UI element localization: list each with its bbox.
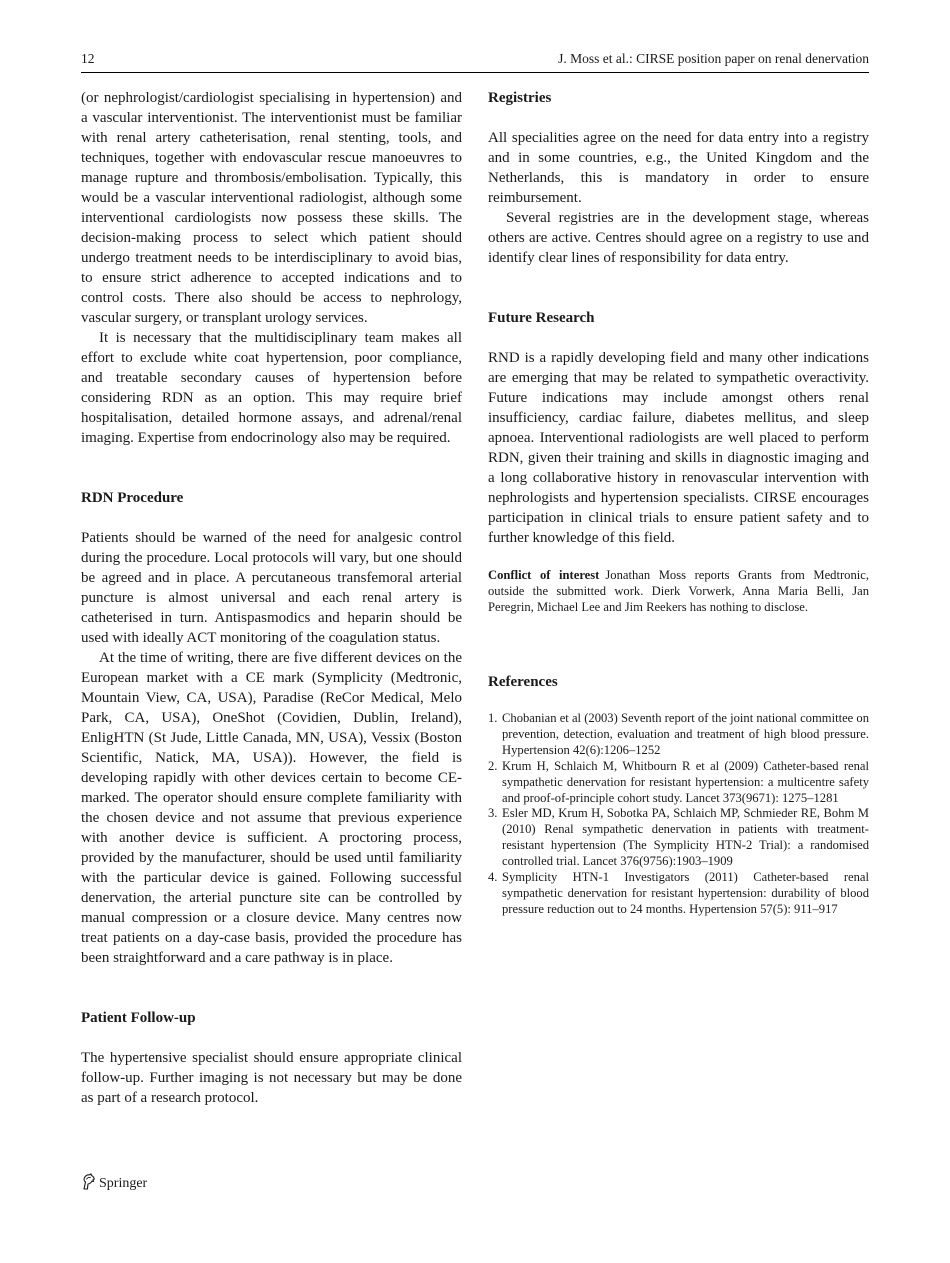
intro-paragraph-2: It is necessary that the multidisciplinary team makes all effort to exclude white coat hypertension, poor compliance, and treatable secondary causes of hypertension before considering RDN as an option. This may require brief hospitalisation, detailed hormone assays, and adrenal/renal imaging. Expertise from endocrinology also may be required. — [81, 330, 462, 446]
heading-future-research: Future Research — [488, 310, 595, 326]
reference-number: 3. — [488, 806, 498, 821]
reference-text: Krum H, Schlaich M, Whitbourn R et al (2009) Catheter-based renal sympathetic denervation for resistant hypertension: a multicentre safety and proof-of-principle cohort study. Lancet 373(9671): 1275–1281 — [502, 758, 869, 805]
future-research-paragraph: RND is a rapidly developing field and many other indications are emerging that may be related to sympathetic overactivity. Future indications may include amongst others renal insufficiency, cardiac failure, diabetes mellitus, and sleep apnoea. Interventional radiologists are well placed to perform RDN, given their training and skills in diagnostic imaging and a long collaborative history in renovascular intervention with nephrologists and hypertension specialists. CIRSE encourages participation in clinical trials to ensure patient safety and to further knowledge of this field. — [488, 350, 869, 546]
conflict-of-interest — [488, 567, 869, 615]
heading-references: References — [488, 674, 558, 690]
right-column — [488, 88, 869, 918]
conflict-of-interest-label: Conflict of interest — [488, 568, 600, 582]
heading-registries: Registries — [488, 90, 552, 106]
reference-text: Esler MD, Krum H, Sobotka PA, Schlaich MP, Schmieder RE, Bohm M (2010) Renal sympathetic denervation in patients with treatment-resistant hypertension (The Symplicity HTN-2 Trial): a randomised controlled trial. Lancet 376(9756):1903–1909 — [502, 806, 869, 869]
running-head: J. Moss et al.: CIRSE position paper on renal denervation — [558, 51, 869, 66]
heading-rdn-procedure: RDN Procedure — [81, 490, 184, 506]
reference-item — [488, 711, 869, 759]
conflict-of-interest-text: Jonathan Moss reports Grants from Medtronic, outside the submitted work. Dierk Vorwerk, Anna Maria Belli, Jan Peregrin, Michael Lee and Jim Reekers has nothing to disclose. — [488, 568, 869, 614]
reference-text: Chobanian et al (2003) Seventh report of the joint national committee on prevention, detection, evaluation and treatment of high blood pressure. Hypertension 42(6):1206–1252 — [502, 711, 869, 757]
publisher-name: Springer — [99, 1176, 148, 1191]
page-footer — [81, 1173, 147, 1195]
reference-item — [488, 806, 869, 870]
reference-number: 1. — [488, 711, 498, 725]
registries-paragraph-2: Several registries are in the development stage, whereas others are active. Centres should agree on a registry to use and identify clear lines of responsibility for data entry. — [488, 210, 869, 266]
followup-paragraph: The hypertensive specialist should ensure appropriate clinical follow-up. Further imaging is not necessary but may be done as part of a research protocol. — [81, 1050, 462, 1106]
rdn-paragraph-1: Patients should be warned of the need for analgesic control during the procedure. Local protocols will vary, but one should be agreed and in place. A percutaneous transfemoral arterial puncture is almost universal and each renal artery is catheterised in turn. Antispasmodics and heparin should be used with ideally ACT monitoring of the coagulation status. — [81, 530, 462, 646]
page-number: 12 — [81, 51, 95, 66]
reference-item — [488, 759, 869, 807]
reference-text: Symplicity HTN-1 Investigators (2011) Catheter-based renal sympathetic denervation for resistant hypertension: durability of blood pressure reduction out to 24 months. Hypertension 57(5): 911–917 — [502, 870, 869, 916]
reference-number: 4. — [488, 870, 498, 885]
springer-horse-icon — [81, 1173, 99, 1195]
heading-patient-followup: Patient Follow-up — [81, 1010, 196, 1026]
registries-paragraph-1: All specialities agree on the need for data entry into a registry and in some countries, e.g., the United Kingdom and the Netherlands, this is mandatory in order to ensure reimbursement. — [488, 130, 869, 206]
reference-item — [488, 870, 869, 918]
rdn-paragraph-2: At the time of writing, there are five different devices on the European market with a CE mark (Symplicity (Medtronic, Mountain View, CA, USA), Paradise (ReCor Medical, Melo Park, CA, USA), OneShot (Covidien, Dublin, Ireland), EnligHTN (St Jude, Little Canada, MN, USA), Vessix (Boston Scientific, Natick, MA, USA)). However, the field is developing rapidly with other devices certain to become CE-marked. The operator should ensure complete familiarity with the chosen device and not assume that previous experience with another device is sufficient. A proctoring process, provided by the manufacturer, should be used until familiarity with the particular device is gained. Following successful denervation, the arterial puncture site can be controlled by manual compression or a closure device. Many centres now treat patients on a day-case basis, provided the procedure has been straightforward and a care pathway is in place. — [81, 650, 462, 966]
intro-paragraph-1: (or nephrologist/cardiologist specialising in hypertension) and a vascular interventionist. The interventionist must be familiar with renal artery catheterisation, renal stenting, tools, and techniques, together with endovascular rescue manoeuvres to manage rupture and thrombosis/embolisation. Typically, this would be a vascular interventional radiologist, although some interventional cardiologists now possess these skills. The decision-making process to select which patient should undergo treatment needs to be interdisciplinary to avoid bias, to ensure strict adherence to accepted indications and to control costs. There also should be access to nephrology, vascular surgery, or transplant urology services. — [81, 90, 462, 326]
page-header — [81, 50, 869, 73]
reference-number: 2. — [488, 758, 498, 773]
reference-list — [488, 711, 869, 918]
left-column — [81, 88, 462, 1108]
